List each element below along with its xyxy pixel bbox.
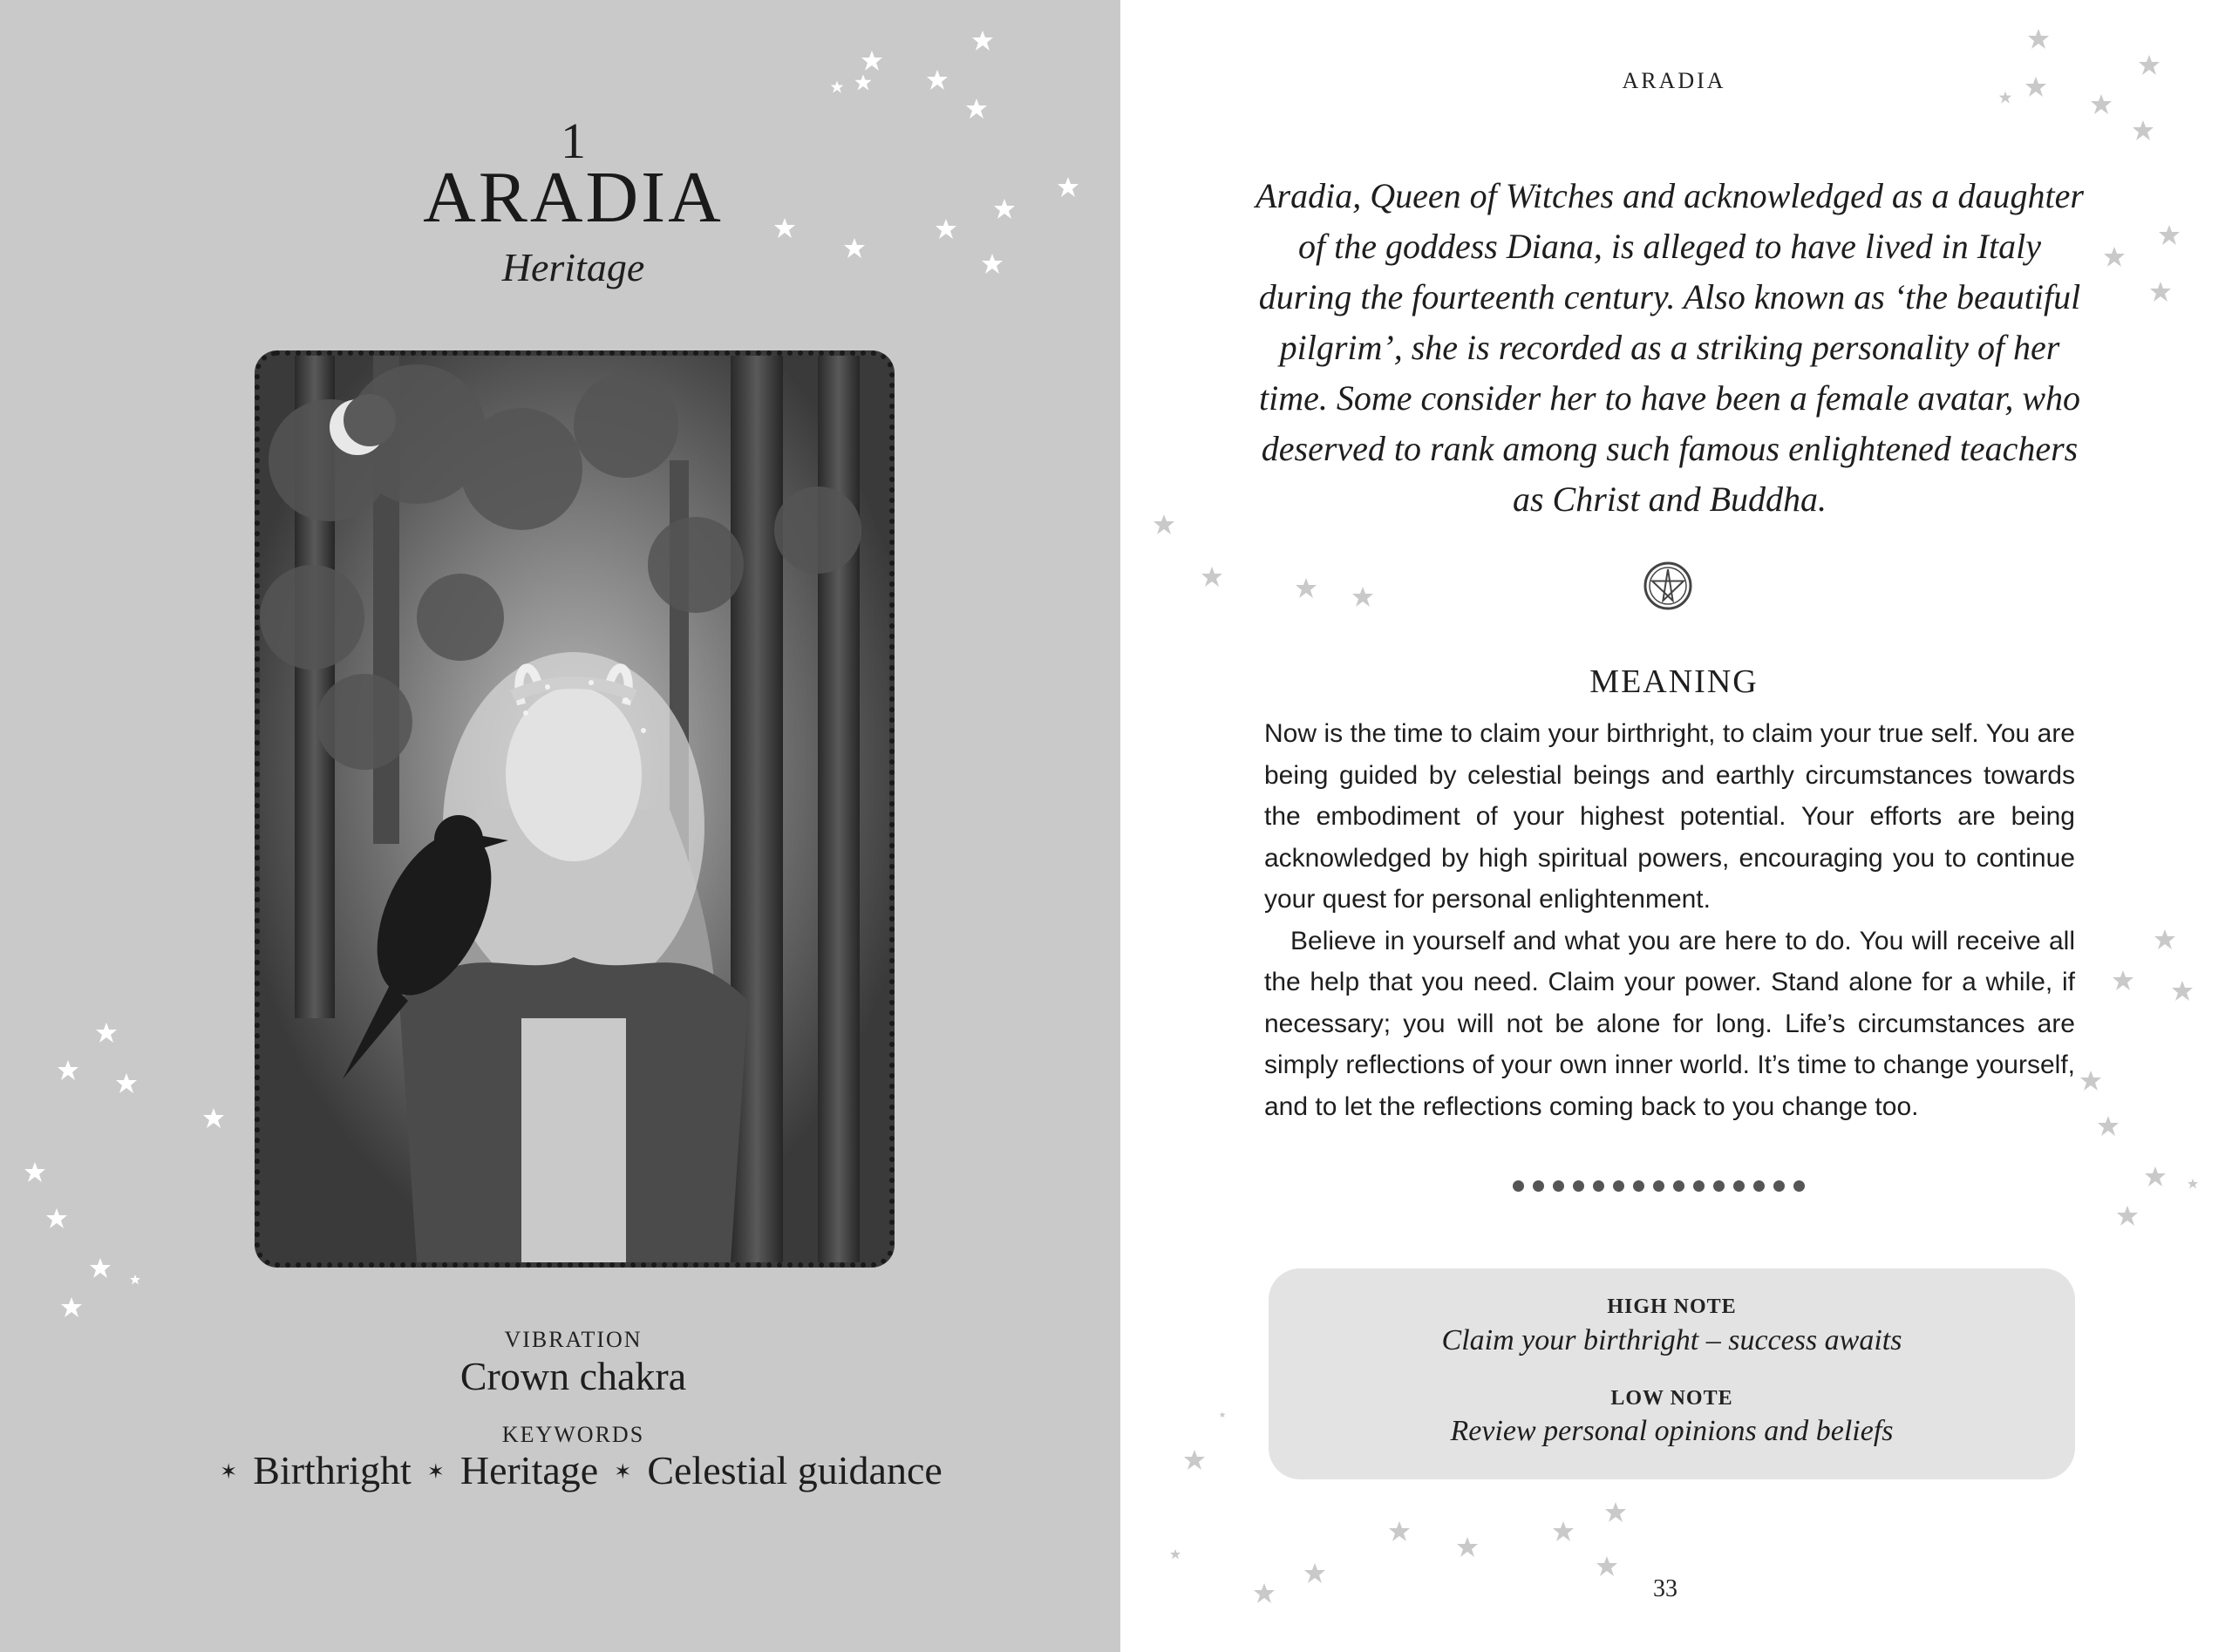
- oracle-card-illustration: [255, 350, 895, 1268]
- low-note-label: LOW NOTE: [1610, 1387, 1733, 1410]
- high-note-text: Claim your birthright – success awaits: [1441, 1324, 1902, 1356]
- card-subtitle: Heritage: [501, 245, 645, 289]
- intro-paragraph: Aradia, Queen of Witches and acknowledged as a daughter of the goddess Diana, is alleged to have lived in Italy during the fourteenth century. Also known as ‘the beautiful pilgrim’, she is recorded as a striking personality of her time. Some consider her to have been a female avatar, who deserved to rank among such famous enlightened teachers as Christ and Buddha.: [1256, 176, 2084, 519]
- pentacle-icon: [1642, 560, 1694, 612]
- card-artwork: [260, 356, 889, 1262]
- vibration-value: Crown chakra: [459, 1354, 687, 1398]
- meaning-paragraph: Believe in yourself and what you are here to do. You will receive all the help that you need. Claim your power. Stand alone for a while, if necessary; you will not be alone for long. Life’s circumstances are simply reflections of your own inner world. It’s time to change yourself, and to let the reflections coming back to you change too.: [1264, 926, 2075, 1121]
- low-note-text: Review personal opinions and beliefs: [1450, 1415, 1894, 1447]
- card-title: ARADIA: [423, 157, 724, 238]
- keyword: Birthright: [253, 1448, 412, 1492]
- notes-box: [1269, 1268, 2075, 1479]
- running-head: ARADIA: [1622, 68, 1726, 93]
- card-number: 1: [561, 112, 586, 169]
- keywords-list: [0, 1447, 1147, 1493]
- star-bullet-icon: ✶: [426, 1461, 445, 1484]
- meaning-body: [1264, 713, 2075, 1127]
- page-number: 33: [1653, 1575, 1677, 1602]
- keyword: Heritage: [459, 1448, 599, 1492]
- high-note-label: HIGH NOTE: [1607, 1295, 1737, 1318]
- star-bullet-icon: ✶: [220, 1461, 238, 1484]
- dotted-divider: [1513, 1180, 1805, 1192]
- keywords-label: KEYWORDS: [501, 1422, 645, 1447]
- meaning-heading: MEANING: [1589, 663, 1759, 700]
- vibration-label: VIBRATION: [504, 1327, 643, 1352]
- meaning-paragraph: Now is the time to claim your birthright, to claim your true self. You are being guided by celestial beings and earthly circumstances towards the embodiment of your highest potential. Your efforts are being acknowledged by high spiritual powers, encouraging you to continue your quest for personal enlightenment.: [1264, 719, 2075, 914]
- star-bullet-icon: ✶: [614, 1461, 632, 1484]
- keyword: Celestial guidance: [647, 1448, 942, 1492]
